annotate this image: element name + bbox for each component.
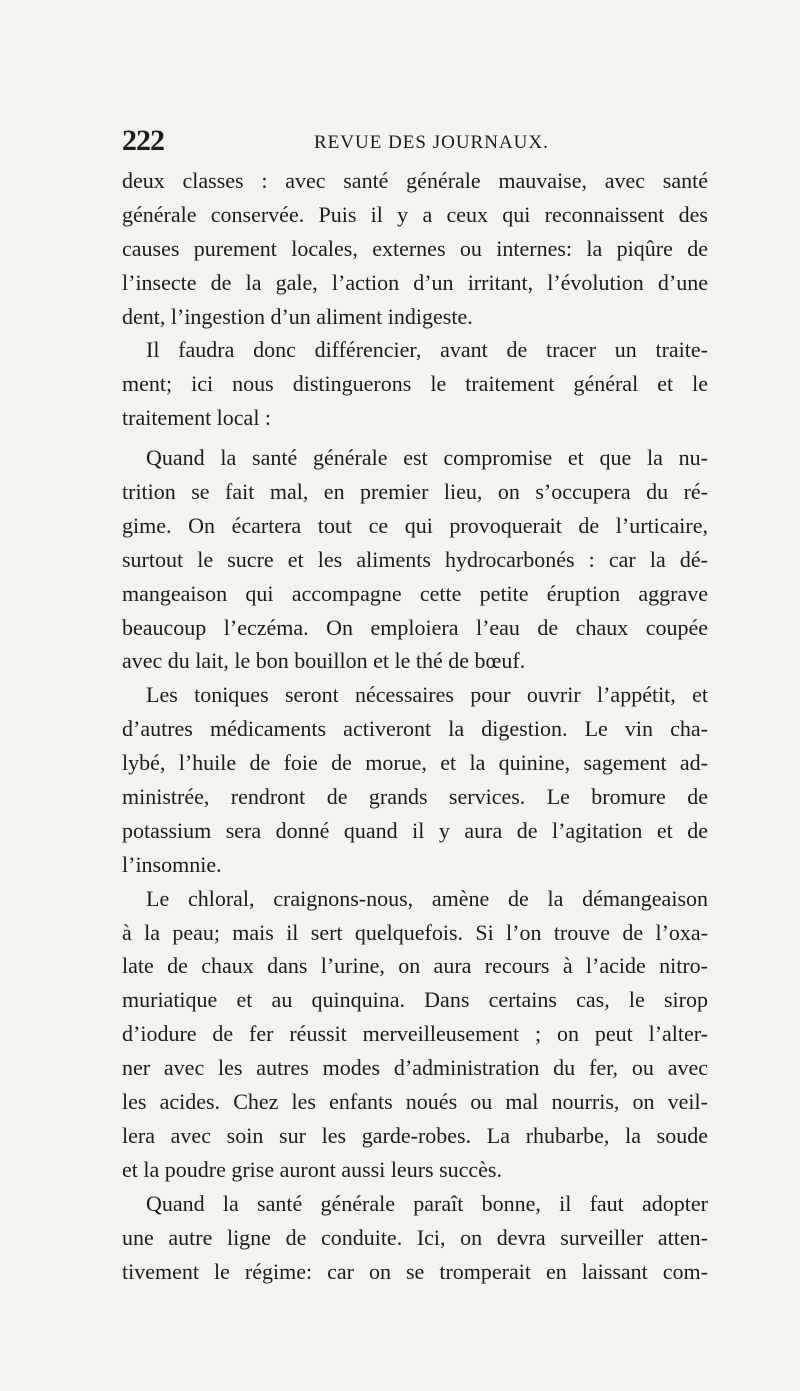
- text-line: Quand la santé générale paraît bonne, il faut adopter: [146, 1190, 708, 1216]
- text-line: mangeaison qui accompagne cette petite éruption aggrave: [122, 580, 708, 606]
- page-header: [122, 124, 712, 164]
- text-line: late de chaux dans l’urine, on aura recours à l’acide nitro-: [122, 953, 708, 979]
- text-line: deux classes : avec santé générale mauvaise, avec santé: [122, 168, 708, 193]
- text-line: potassium sera donné quand il y aura de l’agitation et de: [122, 817, 708, 843]
- text-line: générale conservée. Puis il y a ceux qui reconnaissent des: [122, 201, 708, 227]
- text-line: Les toniques seront nécessaires pour ouvrir l’appétit, et: [146, 682, 708, 708]
- text-line: ment; ici nous distinguerons le traitement général et le: [122, 371, 708, 397]
- text-line: ner avec les autres modes d’administration du fer, ou avec: [122, 1055, 708, 1081]
- text-line: beaucoup l’eczéma. On emploiera l’eau de chaux coupée: [122, 614, 708, 640]
- text-line: l’insomnie.: [122, 851, 222, 877]
- page-number: 222: [122, 124, 164, 157]
- text-line: trition se fait mal, en premier lieu, on s’occupera du ré-: [122, 479, 708, 505]
- text-line: les acides. Chez les enfants noués ou mal nourris, on veil-: [122, 1089, 708, 1115]
- text-line: avec du lait, le bon bouillon et le thé de bœuf.: [122, 648, 526, 674]
- text-line: causes purement locales, externes ou internes: la piqûre de: [122, 235, 708, 261]
- text-line: traitement local :: [122, 405, 272, 431]
- text-line: une autre ligne de conduite. Ici, on devra surveiller atten-: [122, 1224, 708, 1250]
- text-line: muriatique et au quinquina. Dans certains cas, le sirop: [122, 987, 708, 1013]
- text-line: Il faudra donc différencier, avant de tracer un traite-: [146, 337, 708, 363]
- text-line: et la poudre grise auront aussi leurs succès.: [122, 1156, 502, 1182]
- text-line: l’insecte de la gale, l’action d’un irritant, l’évolution d’une: [122, 269, 708, 295]
- text-line: surtout le sucre et les aliments hydrocarbonés : car la dé-: [122, 546, 708, 572]
- text-line: lera avec soin sur les garde-robes. La rhubarbe, la soude: [122, 1122, 708, 1148]
- text-line: dent, l’ingestion d’un aliment indigeste.: [122, 303, 473, 329]
- text-line: gime. On écartera tout ce qui provoquerait de l’urticaire,: [122, 512, 708, 538]
- text-line: d’iodure de fer réussit merveilleusement ; on peut l’alter-: [122, 1021, 708, 1047]
- text-line: d’autres médicaments activeront la digestion. Le vin cha-: [122, 716, 708, 742]
- text-line: tivement le régime: car on se tromperait en laissant com-: [122, 1258, 708, 1284]
- text-line: Le chloral, craignons-nous, amène de la démangeaison: [146, 885, 708, 911]
- text-line: à la peau; mais il sert quelquefois. Si l’on trouve de l’oxa-: [122, 919, 708, 945]
- text-line: ministrée, rendront de grands services. Le bromure de: [122, 784, 708, 810]
- text-line: lybé, l’huile de foie de morue, et la quinine, sagement ad-: [122, 750, 708, 776]
- text-line: Quand la santé générale est compromise et que la nu-: [146, 445, 708, 471]
- body-text: [122, 164, 708, 1288]
- running-title: REVUE DES JOURNAUX.: [314, 132, 549, 153]
